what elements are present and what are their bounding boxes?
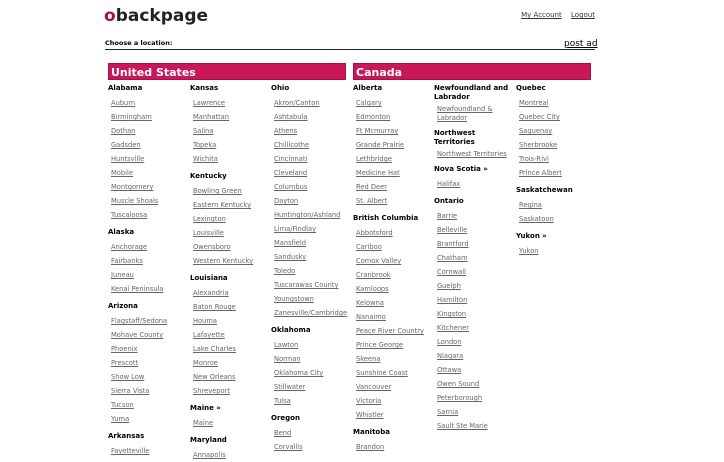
city-link[interactable]: Peace River Country <box>356 327 424 335</box>
city-link[interactable]: Cincinnati <box>274 155 308 163</box>
city-link[interactable]: Sandusky <box>274 253 307 261</box>
state-heading: Nova Scotia » <box>434 165 488 173</box>
state-heading: Arizona <box>108 302 138 310</box>
city-link[interactable]: Saguenay <box>519 127 553 135</box>
state-heading: Alabama <box>108 84 143 92</box>
logo-text: backpage <box>115 6 209 26</box>
city-link[interactable]: Mohave County <box>111 331 164 339</box>
city-link[interactable]: Chillicothe <box>274 141 310 149</box>
city-link[interactable]: Grande Prairie <box>356 141 405 149</box>
city-link[interactable]: Montgomery <box>111 183 154 191</box>
city-link[interactable]: Western Kentucky <box>193 257 254 265</box>
city-link[interactable]: Norman <box>274 355 301 363</box>
city-link[interactable]: Stillwater <box>274 383 306 391</box>
state-heading: Alberta <box>353 84 383 92</box>
my-account-link[interactable]: My Account <box>521 11 562 19</box>
region-header-canada: Canada <box>353 63 591 80</box>
city-link[interactable]: Sault Ste Marie <box>437 422 488 430</box>
city-link[interactable]: Prince Albert <box>519 169 562 177</box>
city-link[interactable]: Northwest Territories <box>437 150 507 158</box>
city-link[interactable]: Salina <box>193 127 214 135</box>
state-heading: Oklahoma <box>271 326 311 334</box>
city-link[interactable]: Zanesville/Cambridge <box>274 309 348 317</box>
city-link[interactable]: Cornwall <box>437 268 466 276</box>
city-link[interactable]: Tulsa <box>274 397 291 405</box>
city-link[interactable]: Wichita <box>193 155 218 163</box>
city-link[interactable]: Lawton <box>274 341 299 349</box>
city-link[interactable]: Lethbridge <box>356 155 393 163</box>
city-link[interactable]: Oklahoma City <box>274 369 324 377</box>
us-column-3 <box>271 84 351 454</box>
state-heading: Maryland <box>190 436 227 444</box>
logo-o: o <box>104 6 116 26</box>
city-link[interactable]: Columbus <box>274 183 308 191</box>
city-link[interactable]: Sierra Vista <box>111 387 150 395</box>
city-link[interactable]: Newfoundland & Labrador <box>437 105 493 122</box>
city-link[interactable]: Guelph <box>437 282 461 290</box>
city-link[interactable]: Ft Mcmurray <box>356 127 399 135</box>
state-heading: Yukon » <box>516 232 547 240</box>
city-link[interactable]: Peterborough <box>437 394 483 402</box>
state-heading: Louisiana <box>190 274 228 282</box>
city-link[interactable]: Halifax <box>437 180 461 188</box>
city-link[interactable]: Mansfield <box>274 239 307 247</box>
city-link[interactable]: Kenai Peninsula <box>111 285 164 293</box>
city-link[interactable]: Lafayette <box>193 331 225 339</box>
city-link[interactable]: Lexington <box>193 215 226 223</box>
city-link[interactable]: Niagara <box>437 352 464 360</box>
city-link[interactable]: Belleville <box>437 226 468 234</box>
city-link[interactable]: Edmonton <box>356 113 391 121</box>
city-link[interactable]: Ashtabula <box>274 113 308 121</box>
city-link[interactable]: Brandon <box>356 443 385 451</box>
city-link[interactable]: Red Deer <box>356 183 387 191</box>
city-link[interactable]: Nanaimo <box>356 313 386 321</box>
city-link[interactable]: Owensboro <box>193 243 231 251</box>
city-link[interactable]: Bowling Green <box>193 187 242 195</box>
city-link[interactable]: Annapolis <box>193 451 226 459</box>
header-divider <box>105 49 595 50</box>
city-link[interactable]: Manhattan <box>193 113 230 121</box>
choose-location-label: Choose a location: <box>105 39 173 47</box>
region-header-us: United States <box>108 63 346 80</box>
city-link[interactable]: Huntington/Ashland <box>274 211 341 219</box>
city-link[interactable]: Juneau <box>111 271 134 279</box>
city-link[interactable]: Maine <box>193 419 214 427</box>
city-link[interactable]: Fairbanks <box>111 257 143 265</box>
us-column-2 <box>190 84 270 462</box>
city-link[interactable]: Auburn <box>111 99 136 107</box>
city-link[interactable]: Sarnia <box>437 408 459 416</box>
city-link[interactable]: Alexandria <box>193 289 229 297</box>
state-heading: Kansas <box>190 84 219 92</box>
city-link[interactable]: Sunshine Coast <box>356 369 408 377</box>
city-link[interactable]: Flagstaff/Sedona <box>111 317 168 325</box>
city-link[interactable]: New Orleans <box>193 373 236 381</box>
city-link[interactable]: Victoria <box>356 397 382 405</box>
city-link[interactable]: London <box>437 338 462 346</box>
city-link[interactable]: Regina <box>519 201 542 209</box>
city-link[interactable]: Sherbrooke <box>519 141 558 149</box>
city-link[interactable]: Vancouver <box>356 383 392 391</box>
city-link[interactable]: Cleveland <box>274 169 308 177</box>
city-link[interactable]: Tucson <box>111 401 134 409</box>
city-link[interactable]: Lawrence <box>193 99 226 107</box>
city-link[interactable]: Muscle Shoals <box>111 197 159 205</box>
city-link[interactable]: Dayton <box>274 197 299 205</box>
canada-column-3 <box>516 84 596 258</box>
city-link[interactable]: Bend <box>274 429 292 437</box>
city-link[interactable]: Kamloops <box>356 285 389 293</box>
state-heading: Arkansas <box>108 432 145 440</box>
city-link[interactable]: Skeena <box>356 355 381 363</box>
logout-link[interactable]: Logout <box>571 11 595 19</box>
city-link[interactable]: Kelowna <box>356 299 384 307</box>
canada-column-2 <box>434 84 514 433</box>
city-link[interactable]: Prescott <box>111 359 139 367</box>
city-link[interactable]: Birmingham <box>111 113 152 121</box>
state-heading: Manitoba <box>353 428 390 436</box>
state-heading: Kentucky <box>190 172 227 180</box>
city-link[interactable]: Brantford <box>437 240 469 248</box>
city-link[interactable]: Dothan <box>111 127 136 135</box>
us-column-1 <box>108 84 188 458</box>
city-link[interactable]: Owen Sound <box>437 380 480 388</box>
city-link[interactable]: Monroe <box>193 359 218 367</box>
state-heading: Alaska <box>108 228 135 236</box>
city-link[interactable]: Youngstown <box>274 295 314 303</box>
backpage-logo[interactable] <box>104 6 208 26</box>
city-link[interactable]: Huntsville <box>111 155 145 163</box>
canada-column-1 <box>353 84 433 454</box>
city-link[interactable]: Fayetteville <box>111 447 150 455</box>
city-link[interactable]: Anchorage <box>111 243 148 251</box>
city-link[interactable]: Gadsden <box>111 141 141 149</box>
state-heading: Ohio <box>271 84 290 92</box>
city-link[interactable]: Yuma <box>111 415 130 423</box>
city-link[interactable]: Yukon <box>519 247 539 255</box>
city-link[interactable]: Tuscaloosa <box>111 211 148 219</box>
state-heading: Newfoundland and Labrador <box>434 84 509 101</box>
city-link[interactable]: Hamilton <box>437 296 468 304</box>
city-link[interactable]: Louisville <box>193 229 224 237</box>
city-link[interactable]: Eastern Kentucky <box>193 201 252 209</box>
city-link[interactable]: Medicine Hat <box>356 169 400 177</box>
city-link[interactable]: Tuscarawas County <box>274 281 339 289</box>
city-link[interactable]: Baton Rouge <box>193 303 236 311</box>
city-link[interactable]: Barrie <box>437 212 458 220</box>
post-ad-link[interactable]: post ad <box>564 39 598 49</box>
city-link[interactable]: Kitchener <box>437 324 469 332</box>
city-link[interactable]: Toledo <box>274 267 296 275</box>
city-link[interactable]: Comox Valley <box>356 257 402 265</box>
city-link[interactable]: Prince George <box>356 341 404 349</box>
state-heading: Saskatchewan <box>516 186 573 194</box>
city-link[interactable]: Saskatoon <box>519 215 554 223</box>
state-heading: British Columbia <box>353 214 419 222</box>
city-link[interactable]: Corvallis <box>274 443 303 451</box>
city-link[interactable]: Topeka <box>193 141 217 149</box>
city-link[interactable]: Quebec City <box>519 113 560 121</box>
state-heading: Quebec <box>516 84 546 92</box>
city-link[interactable]: Lima/Findlay <box>274 225 317 233</box>
city-link[interactable]: Show Low <box>111 373 145 381</box>
city-link[interactable]: Cranbrook <box>356 271 391 279</box>
city-link[interactable]: Whistler <box>356 411 384 419</box>
state-heading: Maine » <box>190 404 221 412</box>
city-link[interactable]: Trois-Rivi <box>519 155 549 163</box>
city-link[interactable]: Mobile <box>111 169 133 177</box>
city-link[interactable]: Kingston <box>437 310 467 318</box>
city-link[interactable]: Shreveport <box>193 387 230 395</box>
city-link[interactable]: Abbotsford <box>356 229 393 237</box>
city-link[interactable]: Phoenix <box>111 345 138 353</box>
city-link[interactable]: Lake Charles <box>193 345 236 353</box>
city-link[interactable]: Cariboo <box>356 243 382 251</box>
city-link[interactable]: St. Albert <box>356 197 388 205</box>
city-link[interactable]: Calgary <box>356 99 382 107</box>
city-link[interactable]: Athens <box>274 127 298 135</box>
city-link[interactable]: Montreal <box>519 99 549 107</box>
city-link[interactable]: Ottawa <box>437 366 462 374</box>
top-nav <box>514 11 595 19</box>
state-heading: Ontario <box>434 197 464 205</box>
city-link[interactable]: Chatham <box>437 254 468 262</box>
state-heading: Northwest Territories <box>434 129 476 146</box>
state-heading: Oregon <box>271 414 300 422</box>
city-link[interactable]: Akron/Canton <box>274 99 320 107</box>
city-link[interactable]: Houma <box>193 317 217 325</box>
